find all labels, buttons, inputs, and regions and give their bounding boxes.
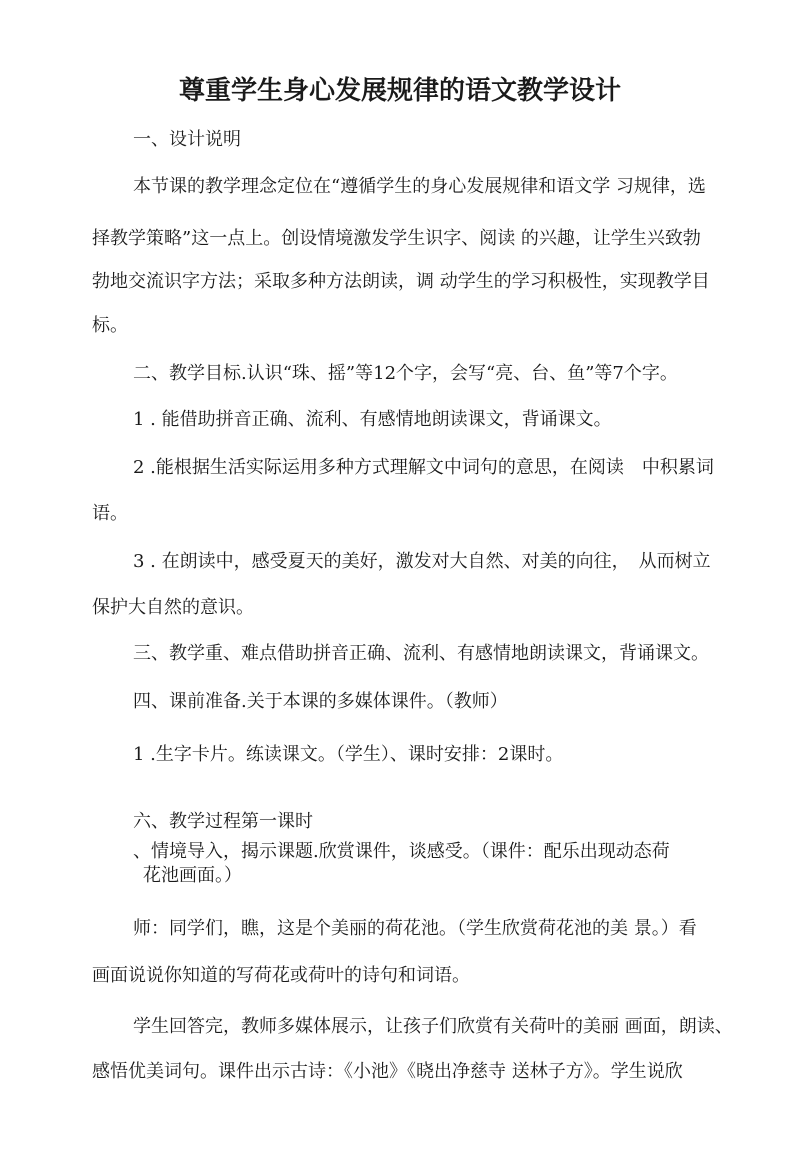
section-heading-key-points: 三、教学重、难点借助拼音正确、流利、有感情地朗读课文，背诵课文。 [133, 643, 709, 664]
paragraph-line: 画面说说你知道的写荷花或荷叶的诗句和词语。 [92, 965, 470, 986]
paragraph-line: 勃地交流识字方法；采取多种方法朗读，调 动学生的学习积极性，实现教学目 [92, 271, 710, 292]
paragraph-line: 保护大自然的意识。 [92, 597, 254, 618]
paragraph-line: 本节课的教学理念定位在“遵循学生的身心发展规律和语文学 习规律，选 [133, 176, 706, 197]
paragraph-line: 语。 [92, 503, 128, 524]
paragraph-line: 感悟优美词句。课件出示古诗：《小池》《晓出净慈寺 送林子方》。学生说欣 [92, 1061, 683, 1082]
section-heading-design-notes: 一、设计说明 [133, 129, 241, 150]
section-heading-goals: 二、教学目标.认识“珠、摇”等12个字，会写“亮、台、鱼”等7个字。 [133, 363, 678, 384]
paragraph-line: 标。 [92, 315, 128, 336]
paragraph-line: 学生回答完，教师多媒体展示，让孩子们欣赏有关荷叶的美丽 画面，朗读、 [133, 1016, 733, 1037]
process-step-intro: 、情境导入，揭示课题.欣赏课件，谈感受。（课件：配乐出现动态荷 [133, 841, 670, 862]
document-title: 尊重学生身心发展规律的语文教学设计 [178, 76, 621, 106]
goal-item-3: 3 . 在朗读中，感受夏天的美好，激发对大自然、对美的向往， 从而树立 [133, 551, 711, 572]
preparation-item-1: 1 .生字卡片。练读课文。（学生）、课时安排：2课时。 [133, 744, 564, 765]
paragraph-line: 师：同学们，瞧，这是个美丽的荷花池。（学生欣赏荷花池的美 景。）看 [133, 918, 697, 939]
section-heading-preparation: 四、课前准备.关于本课的多媒体课件。（教师） [133, 691, 508, 712]
goal-item-1: 1 . 能借助拼音正确、流利、有感情地朗读课文，背诵课文。 [133, 409, 612, 430]
paragraph-line: 择教学策略”这一点上。创设情境激发学生识字、阅读 的兴趣，让学生兴致勃 [92, 228, 701, 249]
goal-item-2: 2 .能根据生活实际运用多种方式理解文中词句的意思，在阅读 中积累词 [133, 457, 714, 478]
paragraph-line: 花池画面。） [143, 865, 242, 886]
section-heading-process: 六、教学过程第一课时 [133, 811, 313, 832]
